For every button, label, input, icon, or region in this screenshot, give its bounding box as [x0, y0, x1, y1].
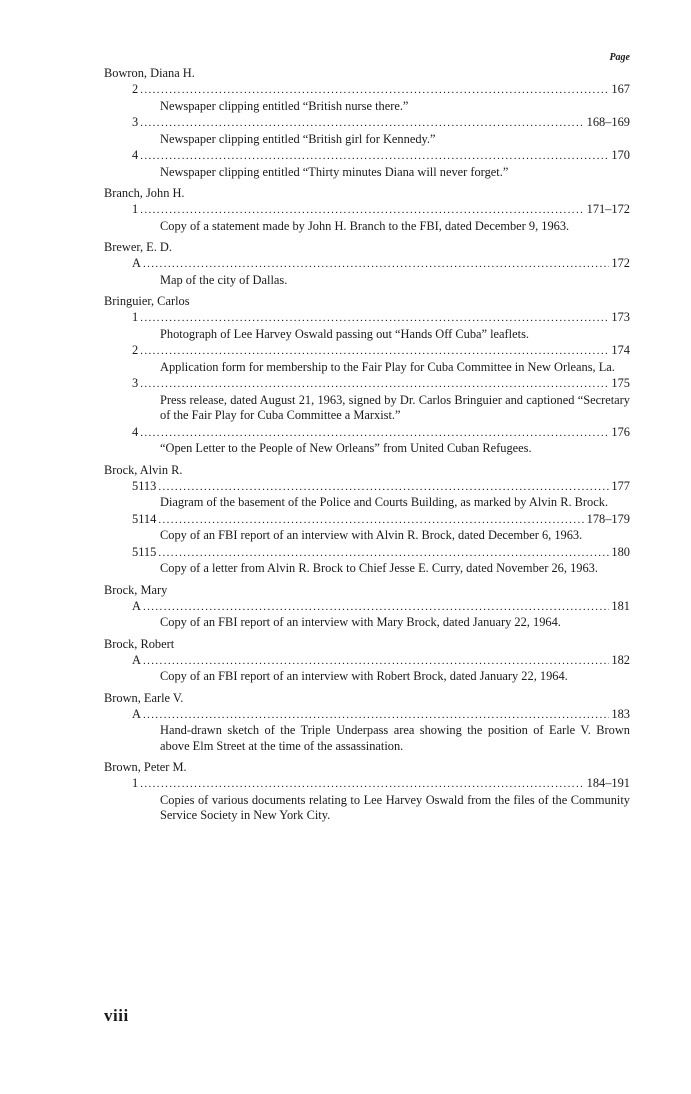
exhibit-entry [104, 148, 630, 180]
witness-name: Bringuier, Carlos [104, 294, 190, 308]
exhibit-page-range: 175 [611, 376, 630, 390]
exhibit-line [104, 425, 630, 442]
dot-leader [140, 311, 609, 327]
dot-leader [158, 546, 609, 562]
exhibit-description: Copy of a statement made by John H. Branch to the FBI, dated December 9, 1963. [160, 218, 570, 233]
dot-leader [158, 513, 584, 529]
exhibit-line [104, 376, 630, 393]
exhibit-page-range: 182 [611, 652, 630, 667]
witness-name: Branch, John H. [104, 186, 185, 200]
exhibit-entry [104, 310, 630, 342]
witness-list [104, 66, 630, 824]
witness-name: Brown, Earle V. [104, 690, 184, 705]
exhibit-page-range: 180 [611, 544, 630, 559]
exhibit-description: Newspaper clipping entitled “British nurse there.” [160, 98, 409, 113]
exhibit-line [104, 545, 630, 562]
witness-name: Bowron, Diana H. [104, 66, 195, 80]
exhibit-line [104, 653, 630, 670]
exhibit-number: 1 [132, 202, 139, 216]
exhibit-page-range: 183 [611, 706, 630, 721]
witness-name: Brock, Alvin R. [104, 462, 183, 477]
exhibit-description: Hand-drawn sketch of the Triple Underpass area showing the position of Earle V. Brown above Elm Street at the time of the assassination. [160, 723, 630, 753]
dot-leader [140, 83, 609, 99]
exhibit-line [104, 310, 630, 327]
exhibit-number: 1 [132, 310, 139, 324]
exhibit-description: “Open Letter to the People of New Orleans” from United Cuban Refugees. [160, 441, 532, 455]
exhibit-entry [104, 343, 630, 375]
witness-entry [104, 294, 630, 457]
exhibit-entry [104, 545, 630, 577]
exhibit-number: 1 [132, 776, 139, 790]
witness-name: Brewer, E. D. [104, 240, 172, 254]
exhibit-page-range: 167 [611, 82, 630, 96]
exhibit-line [104, 256, 630, 273]
exhibit-description: Newspaper clipping entitled “British girl for Kennedy.” [160, 131, 436, 146]
exhibit-number: A [132, 598, 141, 613]
exhibit-page-range: 170 [611, 148, 630, 162]
exhibit-page-range: 177 [611, 478, 630, 493]
exhibit-number: 3 [132, 376, 139, 390]
dot-leader [140, 426, 609, 442]
exhibit-entry [104, 776, 630, 824]
dot-leader [140, 116, 584, 132]
exhibit-number: 2 [132, 343, 139, 357]
exhibit-page-range: 174 [611, 343, 630, 357]
exhibit-page-range: 173 [611, 310, 630, 324]
exhibit-number: 2 [132, 82, 139, 96]
exhibit-entry [104, 202, 630, 234]
witness-entry [104, 186, 630, 234]
witness-entry [104, 66, 630, 180]
exhibit-line [104, 115, 630, 132]
exhibit-line [104, 707, 630, 724]
exhibit-page-range: 184–191 [586, 776, 630, 790]
exhibit-number: A [132, 652, 141, 667]
exhibit-description: Copy of an FBI report of an interview with Robert Brock, dated January 22, 1964. [160, 669, 568, 683]
dot-leader [140, 777, 584, 793]
exhibit-number: 5113 [132, 478, 157, 493]
exhibit-description: Press release, dated August 21, 1963, signed by Dr. Carlos Bringuier and captioned “Secretary of the Fair Play for Cuba Committee a Marxist.” [160, 392, 630, 422]
exhibit-line [104, 202, 630, 219]
page-folio: viii [104, 1006, 129, 1025]
exhibit-number: 5115 [132, 544, 157, 559]
exhibit-page-range: 176 [611, 424, 630, 439]
dot-leader [143, 654, 609, 670]
exhibit-number: A [132, 256, 141, 270]
exhibit-description: Copy of a letter from Alvin R. Brock to Chief Jesse E. Curry, dated November 26, 1963. [160, 561, 598, 575]
exhibit-line [104, 512, 630, 529]
exhibit-entry [104, 256, 630, 288]
dot-leader [143, 600, 609, 616]
exhibit-line [104, 82, 630, 99]
exhibit-description: Copies of various documents relating to Lee Harvey Oswald from the files of the Community Service Society in New York City. [160, 792, 630, 822]
dot-leader [140, 377, 609, 393]
exhibit-index [104, 50, 630, 825]
exhibit-line [104, 776, 630, 793]
exhibit-description: Map of the city of Dallas. [160, 272, 288, 287]
dot-leader [143, 708, 609, 724]
dot-leader [158, 480, 609, 496]
exhibit-page-range: 168–169 [586, 115, 630, 129]
exhibit-entry [104, 707, 630, 755]
exhibit-entry [104, 512, 630, 544]
exhibit-entry [104, 425, 630, 457]
exhibit-line [104, 479, 630, 496]
exhibit-number: A [132, 706, 141, 721]
exhibit-description: Copy of an FBI report of an interview with Mary Brock, dated January 22, 1964. [160, 615, 561, 629]
exhibit-entry [104, 115, 630, 147]
exhibit-number: 5114 [132, 511, 157, 526]
exhibit-entry [104, 479, 630, 511]
dot-leader [140, 344, 609, 360]
dot-leader [140, 203, 584, 219]
exhibit-line [104, 148, 630, 165]
witness-entry [104, 760, 630, 824]
exhibit-page-range: 181 [611, 598, 630, 613]
witness-entry [104, 583, 630, 631]
witness-entry [104, 463, 630, 577]
exhibit-description: Newspaper clipping entitled “Thirty minutes Diana will never forget.” [160, 164, 509, 179]
witness-name: Brown, Peter M. [104, 760, 187, 774]
exhibit-number: 4 [132, 148, 139, 162]
exhibit-entry [104, 599, 630, 631]
dot-leader [140, 149, 609, 165]
witness-name: Brock, Robert [104, 636, 175, 651]
exhibit-entry [104, 82, 630, 114]
page-column-label: Page [609, 52, 630, 63]
exhibit-line [104, 343, 630, 360]
dot-leader [143, 257, 609, 273]
exhibit-description: Application form for membership to the Fair Play for Cuba Committee in New Orleans, La. [160, 359, 615, 374]
exhibit-description: Copy of an FBI report of an interview with Alvin R. Brock, dated December 6, 1963. [160, 528, 583, 542]
witness-entry [104, 240, 630, 288]
column-header [104, 50, 630, 66]
exhibit-page-range: 172 [611, 256, 630, 270]
exhibit-entry [104, 653, 630, 685]
exhibit-description: Diagram of the basement of the Police and Courts Building, as marked by Alvin R. Brock. [160, 495, 609, 509]
exhibit-description: Photograph of Lee Harvey Oswald passing out “Hands Off Cuba” leaflets. [160, 326, 529, 341]
witness-name: Brock, Mary [104, 582, 168, 597]
exhibit-entry [104, 376, 630, 424]
exhibit-page-range: 178–179 [586, 511, 630, 526]
exhibit-number: 4 [132, 424, 139, 439]
witness-entry [104, 691, 630, 755]
exhibit-line [104, 599, 630, 616]
exhibit-number: 3 [132, 115, 139, 129]
exhibit-page-range: 171–172 [586, 202, 630, 216]
witness-entry [104, 637, 630, 685]
